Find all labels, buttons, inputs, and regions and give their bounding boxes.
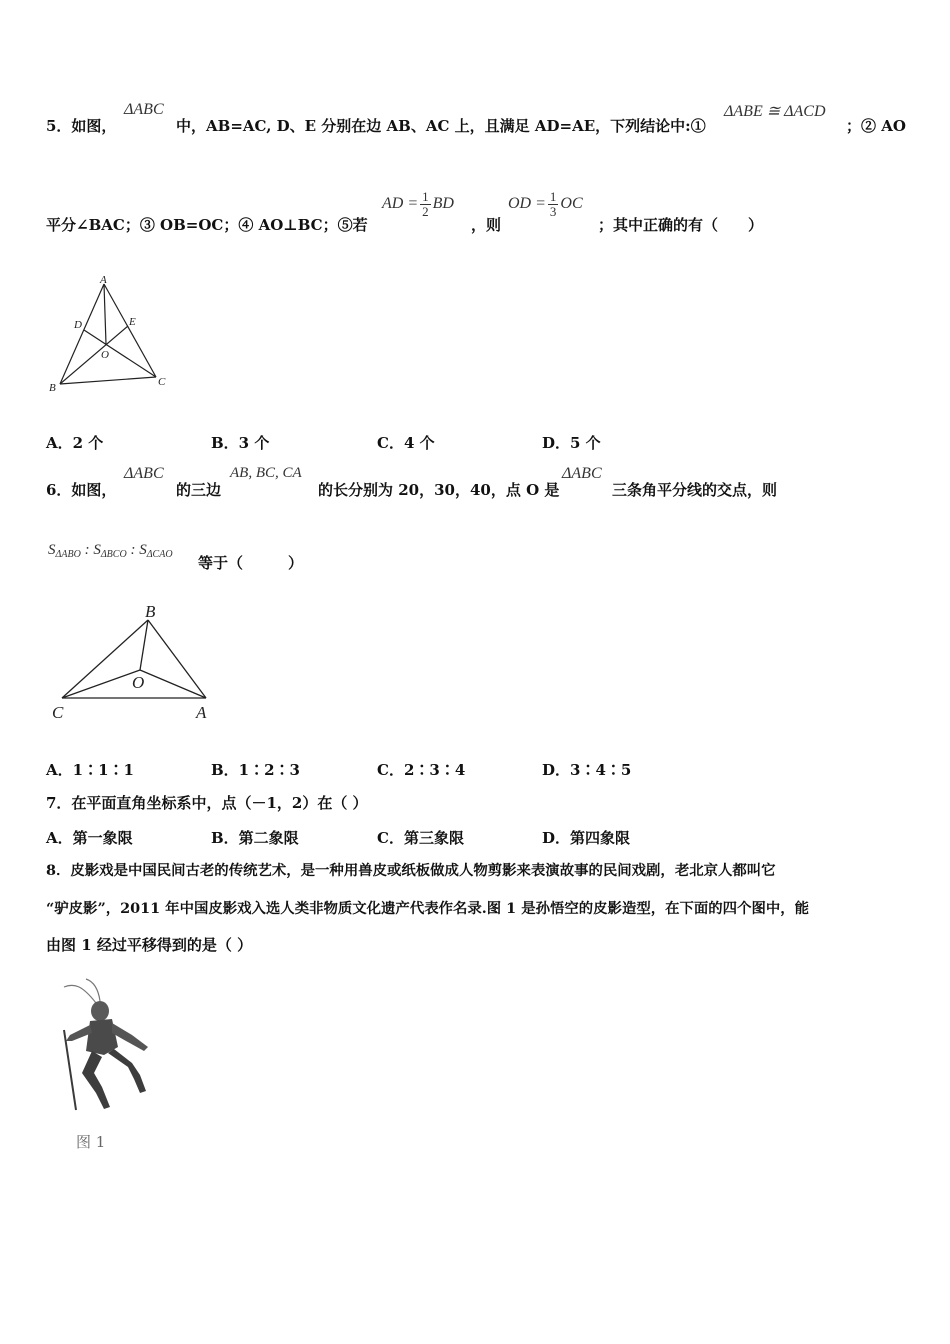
q5-line2-c: ；其中正确的有（ ） bbox=[598, 216, 764, 234]
puppet-leg-left bbox=[82, 1051, 110, 1109]
q8-line1: 8．皮影戏是中国民间古老的传统艺术，是一种用兽皮或纸板做成人物剪影来表演故事的民间戏剧，老北京人都叫它 bbox=[46, 862, 776, 879]
q5-frac2-den: 3 bbox=[549, 204, 557, 219]
q5-frac1-rhs: BD bbox=[432, 195, 454, 213]
q6-label-o: O bbox=[132, 673, 145, 692]
q6-area-s2: S bbox=[93, 542, 101, 558]
q5-segment-ao bbox=[104, 284, 106, 344]
q6-segment-co bbox=[62, 670, 140, 698]
puppet-plume-right bbox=[86, 979, 100, 1001]
q5-segment-cd bbox=[84, 330, 156, 377]
q6-line1-c: 的长分别为 20，30，40，点 O 是 bbox=[318, 481, 560, 499]
q6-area-sub3: ΔCAO bbox=[146, 549, 173, 560]
shadow-puppet-figure bbox=[52, 975, 162, 1125]
q5-math-abc: ΔABC bbox=[124, 101, 164, 118]
q5-option-b: B．3 个 bbox=[211, 434, 270, 452]
q5-frac2-lhs: OD = bbox=[508, 195, 546, 213]
q5-frac1-den: 2 bbox=[422, 204, 429, 219]
q5-frac2-num: 1 bbox=[549, 189, 557, 204]
q7-option-b: B．第二象限 bbox=[211, 829, 299, 847]
q6-math-abc: ΔABC bbox=[124, 465, 164, 482]
q8-line2: “驴皮影”，2011 年中国皮影戏入选人类非物质文化遗产代表作名录.图 1 是孙悟空的皮影造型，在下面的四个图中，能 bbox=[46, 900, 810, 917]
q5-side-ac bbox=[104, 284, 156, 377]
q7-option-c: C．第三象限 bbox=[377, 829, 464, 847]
q5-condition-fraction bbox=[382, 190, 454, 219]
q7-option-a: A．第一象限 bbox=[46, 829, 133, 847]
puppet-plume-left bbox=[64, 985, 96, 1003]
q6-option-d: D．3∶4∶5 bbox=[542, 761, 632, 779]
q5-label-o: O bbox=[101, 349, 109, 361]
q5-frac1-num: 1 bbox=[422, 189, 429, 204]
q5-option-d: D．5 个 bbox=[542, 434, 601, 452]
q6-line2-b: 等于（ ） bbox=[198, 554, 304, 572]
q5-label-c: C bbox=[158, 376, 166, 388]
q7-option-d: D．第四象限 bbox=[542, 829, 631, 847]
q5-result-fraction bbox=[508, 190, 583, 219]
q5-label-e: E bbox=[129, 316, 136, 328]
q5-line1-b: 中，AB=AC, D、E 分别在边 AB、AC 上，且满足 AD=AE，下列结论中:① bbox=[176, 117, 706, 135]
q5-label-b: B bbox=[49, 382, 56, 394]
q7-stem: 7．在平面直角坐标系中，点（－1，2）在（ ） bbox=[46, 794, 368, 812]
q6-colon-2: : bbox=[126, 542, 140, 558]
q5-label-a: A bbox=[100, 274, 107, 286]
q5-line2-a: 平分∠BAC；③ OB=OC；④ AO⊥BC；⑤若 bbox=[46, 216, 368, 234]
q5-option-a: A．2 个 bbox=[46, 434, 104, 452]
q5-line1-a: 5．如图， bbox=[46, 117, 117, 135]
q5-frac1-lhs: AD = bbox=[382, 195, 419, 213]
q6-area-sub2: ΔBCO bbox=[100, 549, 127, 560]
q6-segment-bo bbox=[140, 620, 148, 670]
q5-math-congruent: ΔABE ≅ ΔACD bbox=[724, 103, 826, 120]
puppet-head bbox=[91, 1001, 109, 1021]
q5-line1-c: ；② AO bbox=[846, 117, 906, 135]
q5-frac2-rhs: OC bbox=[560, 195, 583, 213]
q6-line1-d: 三条角平分线的交点，则 bbox=[612, 481, 778, 499]
q6-triangle-figure bbox=[44, 600, 224, 725]
q5-option-c: C．4 个 bbox=[377, 434, 435, 452]
q6-option-a: A．1∶1∶1 bbox=[46, 761, 134, 779]
q6-option-c: C．2∶3∶4 bbox=[377, 761, 466, 779]
q6-math-sides: AB, BC, CA bbox=[230, 465, 302, 481]
q6-area-sub1: ΔABO bbox=[55, 549, 81, 560]
q6-colon-1: : bbox=[80, 542, 94, 558]
puppet-staff bbox=[64, 1030, 76, 1110]
q6-label-a: A bbox=[196, 703, 207, 722]
q5-side-bc bbox=[60, 377, 156, 384]
q6-option-b: B．1∶2∶3 bbox=[211, 761, 300, 779]
q5-frac1 bbox=[420, 190, 431, 219]
q5-label-d: D bbox=[74, 319, 82, 331]
q6-area-s3: S bbox=[139, 542, 147, 558]
q6-math-abc2: ΔABC bbox=[562, 465, 602, 482]
puppet-leg-right bbox=[108, 1049, 146, 1093]
q5-frac2 bbox=[548, 190, 559, 219]
q6-area-ratio bbox=[48, 542, 173, 560]
q5-triangle-figure bbox=[44, 272, 174, 397]
q5-segment-be bbox=[60, 326, 128, 384]
q6-area-s1: S bbox=[48, 542, 56, 558]
q5-side-ab bbox=[60, 284, 104, 384]
q6-line1-a: 6．如图， bbox=[46, 481, 117, 499]
q6-label-b: B bbox=[145, 602, 156, 621]
q8-line3: 由图 1 经过平移得到的是（ ） bbox=[46, 936, 253, 954]
q5-line2-b: ，则 bbox=[471, 216, 502, 234]
q6-line1-b: 的三边 bbox=[176, 481, 222, 499]
q8-figure-caption: 图 1 bbox=[76, 1133, 106, 1151]
q6-label-c: C bbox=[52, 703, 64, 722]
